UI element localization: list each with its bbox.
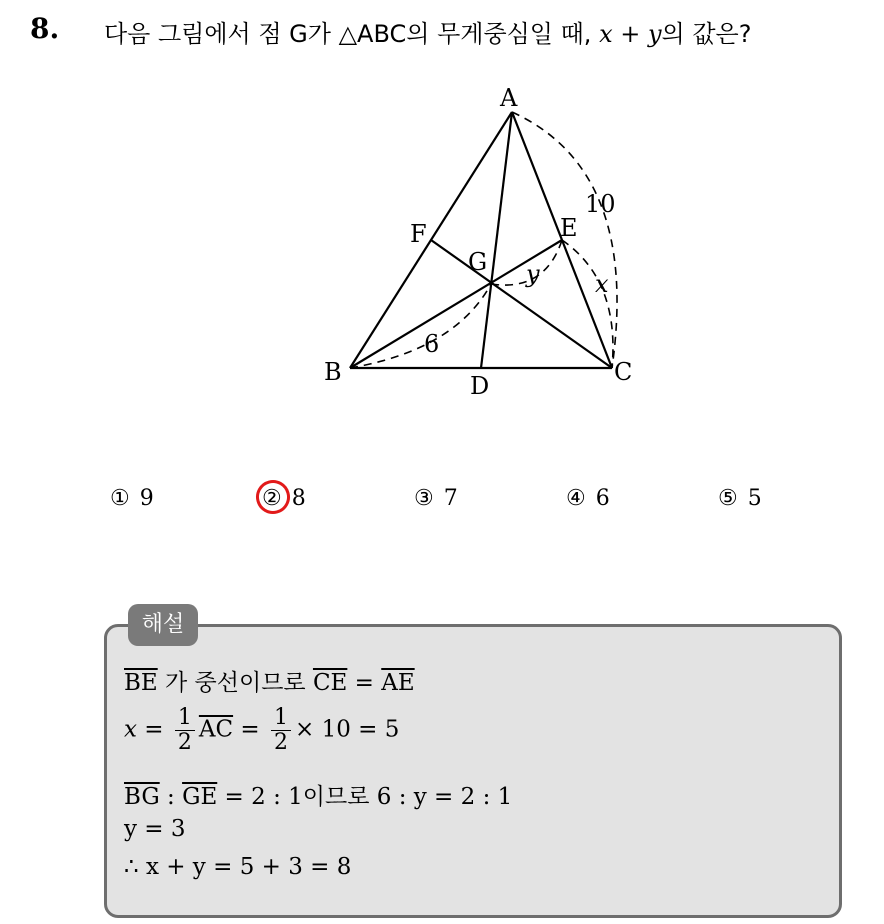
solution-line-3-ratio: = 2 : 1	[217, 784, 303, 810]
solution-line-2-rest: × 10 = 5	[295, 716, 400, 743]
question-expression: x + y	[599, 20, 662, 48]
triangle-figure	[300, 80, 660, 410]
solution-line-3-rest: 6 : y = 2 : 1	[369, 784, 513, 810]
segment-bg: $\overline{BG}$	[124, 784, 160, 810]
median-ad	[481, 112, 512, 368]
label-g: G	[468, 248, 488, 276]
choice-2-value: 8	[291, 486, 306, 511]
length-ge: y	[526, 260, 540, 288]
choice-5[interactable]	[718, 486, 762, 511]
choice-3[interactable]	[414, 486, 458, 511]
label-c: C	[614, 358, 633, 386]
segment-ce: $\overline{CE}$	[312, 670, 348, 696]
choice-4-value: 6	[595, 486, 610, 511]
label-a: A	[500, 84, 518, 112]
solution-tag: 해설	[128, 604, 198, 646]
question-text-before: 다음 그림에서 점 G가 △ABC의 무게중심일 때,	[104, 20, 600, 48]
choice-3-value: 7	[443, 486, 458, 511]
answer-choices	[0, 486, 884, 526]
segment-ae: $\overline{AE}$	[381, 670, 415, 696]
choice-4-mark: ④	[566, 486, 586, 511]
choice-3-mark: ③	[414, 486, 434, 511]
question-text	[104, 14, 751, 49]
label-f: F	[410, 220, 427, 248]
choice-1-mark: ①	[110, 486, 130, 511]
question-text-after: 의 값은?	[661, 20, 752, 48]
choice-1-value: 9	[139, 486, 154, 511]
label-d: D	[470, 372, 490, 400]
solution-line-1	[124, 664, 415, 697]
choice-2[interactable]	[262, 486, 306, 511]
choice-5-mark: ⑤	[718, 486, 738, 511]
length-ec: x	[595, 270, 609, 298]
label-b: B	[324, 358, 342, 386]
answer-circle-icon	[252, 476, 294, 518]
segment-ge: $\overline{GE}$	[182, 784, 218, 810]
solution-line-3-text: 이므로	[302, 784, 370, 810]
length-ac: 10	[585, 190, 616, 218]
solution-line-1-text: 가 중선이므로	[157, 670, 313, 696]
solution-line-2-lhs: x =	[124, 716, 171, 743]
choice-2-mark: ②	[262, 486, 282, 511]
choice-4[interactable]	[566, 486, 610, 511]
choice-1[interactable]	[110, 486, 154, 511]
length-bg: 6	[424, 330, 440, 358]
choice-5-value: 5	[747, 486, 762, 511]
solution-line-1-eq: =	[347, 670, 382, 696]
solution-line-5: ∴ x + y = 5 + 3 = 8	[124, 854, 352, 880]
median-cf	[431, 240, 612, 368]
fraction-half-2: $\frac{1}{2}$	[271, 706, 291, 755]
label-e: E	[560, 214, 578, 242]
solution-line-3-colon: :	[159, 784, 183, 810]
solution-line-3	[124, 778, 512, 811]
question-number: 8.	[30, 12, 60, 45]
segment-ac: $\overline{AC}$	[198, 716, 234, 743]
solution-line-2-eq: =	[233, 716, 267, 743]
fraction-half: $\frac{1}{2}$	[175, 706, 195, 755]
solution-line-4: y = 3	[124, 816, 186, 842]
segment-be: $\overline{BE}$	[124, 670, 158, 696]
solution-line-2	[124, 706, 399, 755]
